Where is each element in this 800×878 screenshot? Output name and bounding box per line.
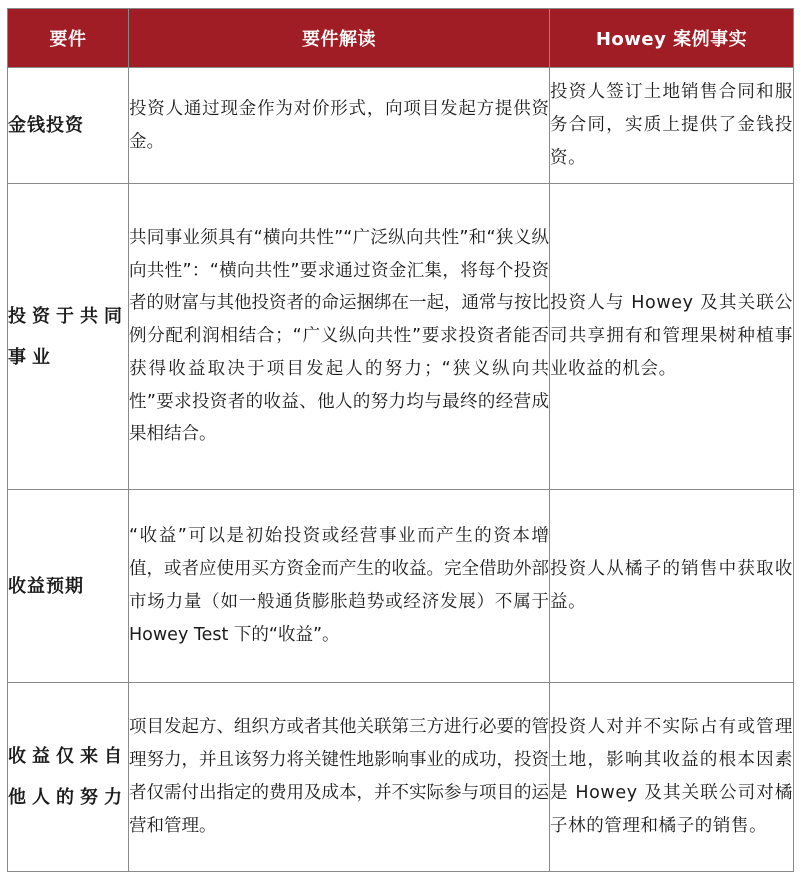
interpretation-cell: “收益”可以是初始投资或经营事业而产生的资本增值，或者应使用买方资金而产生的收益。完全借助外部市场力量（如一般通货膨胀趋势或经济发展）不属于 Howey Test 下的“收益”。 xyxy=(129,490,550,683)
interpretation-cell: 投资人通过现金作为对价形式，向项目发起方提供资金。 xyxy=(129,68,550,184)
header-howey-fact: Howey 案例事实 xyxy=(550,9,794,68)
table-row xyxy=(8,184,794,490)
header-interpretation: 要件解读 xyxy=(129,9,550,68)
table-row xyxy=(8,490,794,683)
table-row xyxy=(8,68,794,184)
table-header-row xyxy=(8,9,794,68)
howey-fact-cell: 投资人对并不实际占有或管理土地，影响其收益的根本因素是 Howey 及其关联公司对橘子林的管理和橘子的销售。 xyxy=(550,683,794,872)
requirement-cell: 收益预期 xyxy=(8,490,129,683)
howey-fact-cell: 投资人从橘子的销售中获取收益。 xyxy=(550,490,794,683)
howey-fact-cell: 投资人与 Howey 及其关联公司共享拥有和管理果树种植事业收益的机会。 xyxy=(550,184,794,490)
requirement-cell: 投资于共同事业 xyxy=(8,184,129,490)
interpretation-cell: 共同事业须具有“横向共性”“广泛纵向共性”和“狭义纵向共性”：“横向共性”要求通过资金汇集，将每个投资者的财富与其他投资者的命运捆绑在一起，通常与按比例分配利润相结合；“广义纵向共性”要求投资者能否获得收益取决于项目发起人的努力；“狭义纵向共性”要求投资者的收益、他人的努力均与最终的经营成果相结合。 xyxy=(129,184,550,490)
interpretation-cell: 项目发起方、组织方或者其他关联第三方进行必要的管理努力，并且该努力将关键性地影响事业的成功，投资者仅需付出指定的费用及成本，并不实际参与项目的运营和管理。 xyxy=(129,683,550,872)
requirement-cell: 收益仅来自他人的努力 xyxy=(8,683,129,872)
header-requirement: 要件 xyxy=(8,9,129,68)
table-row xyxy=(8,683,794,872)
howey-test-table-container xyxy=(7,8,793,870)
howey-test-table xyxy=(7,8,794,872)
howey-fact-cell: 投资人签订土地销售合同和服务合同，实质上提供了金钱投资。 xyxy=(550,68,794,184)
requirement-cell: 金钱投资 xyxy=(8,68,129,184)
